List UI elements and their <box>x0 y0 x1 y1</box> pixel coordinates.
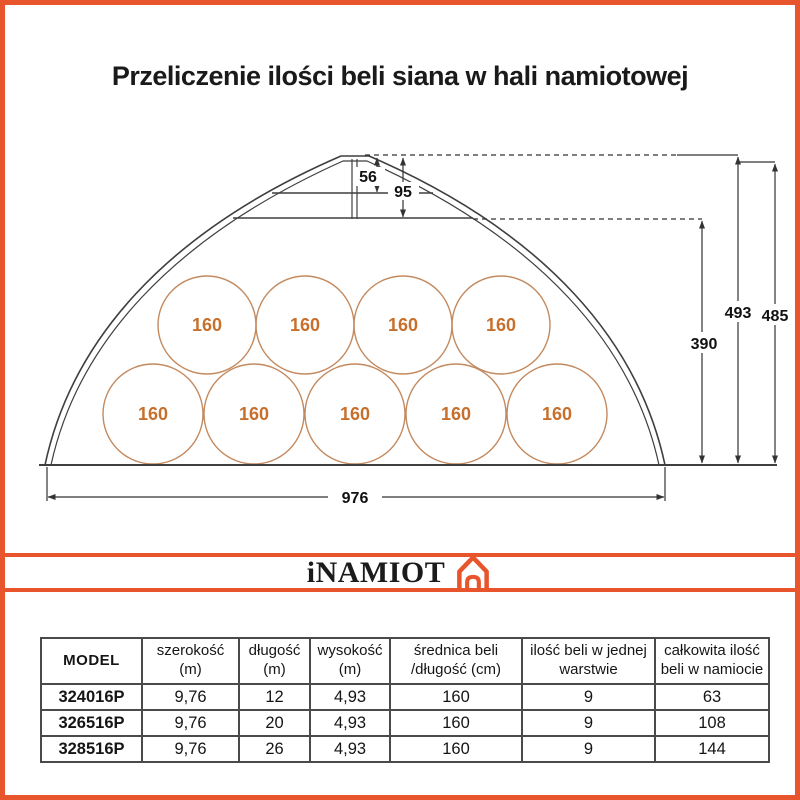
logo-band <box>0 553 800 592</box>
bale-diameter-label: 160 <box>541 404 573 424</box>
cell-bale-diameter: 160 <box>390 684 522 710</box>
bale-diameter-label: 160 <box>191 315 223 335</box>
cell-height: 4,93 <box>310 736 390 762</box>
cell-model: 324016P <box>41 684 142 710</box>
bale-diameter-label: 160 <box>440 404 472 424</box>
cell-bales-per-layer: 9 <box>522 736 655 762</box>
col-header-bales-per-layer <box>522 638 655 684</box>
cell-bale-diameter: 160 <box>390 710 522 736</box>
cell-total-bales: 108 <box>655 710 769 736</box>
tent-diagram <box>5 135 800 530</box>
table-row <box>41 710 769 736</box>
cell-model: 328516P <box>41 736 142 762</box>
dim-label-493: 493 <box>724 305 752 322</box>
cell-total-bales: 63 <box>655 684 769 710</box>
bale-diameter-label: 160 <box>238 404 270 424</box>
header-line2: (m) <box>263 661 286 678</box>
header-line1: szerokość <box>156 642 225 660</box>
table-header-row <box>41 638 769 684</box>
col-header-model <box>41 638 142 684</box>
header-line1: wysokość <box>317 642 383 660</box>
cell-width: 9,76 <box>142 710 239 736</box>
header-line2: warstwie <box>559 661 618 678</box>
cell-width: 9,76 <box>142 736 239 762</box>
header-line2: (m) <box>179 661 202 678</box>
logo-text: iNAMIOT <box>306 555 446 589</box>
dim-label-390: 390 <box>690 336 718 353</box>
dim-label-56: 56 <box>359 169 377 186</box>
cell-height: 4,93 <box>310 684 390 710</box>
table-row <box>41 684 769 710</box>
cell-length: 12 <box>239 684 310 710</box>
bale-diameter-label: 160 <box>485 315 517 335</box>
header-line1: całkowita ilość <box>664 642 760 660</box>
header-line2: beli w namiocie <box>660 661 764 678</box>
col-header-height <box>310 638 390 684</box>
header-line2: /długość (cm) <box>410 661 502 678</box>
dim-label-485: 485 <box>761 308 789 325</box>
header-line1: MODEL <box>63 651 120 669</box>
spec-table <box>40 637 770 763</box>
col-header-bale-diameter <box>390 638 522 684</box>
cell-model: 326516P <box>41 710 142 736</box>
cell-length: 20 <box>239 710 310 736</box>
cell-total-bales: 144 <box>655 736 769 762</box>
header-line1: ilość beli w jednej <box>530 642 647 660</box>
bale-diameter-label: 160 <box>387 315 419 335</box>
header-line1: długość <box>248 642 301 660</box>
header-line1: średnica beli <box>413 642 499 660</box>
bale-diameter-label: 160 <box>289 315 321 335</box>
bale-diameter-label: 160 <box>137 404 169 424</box>
col-header-width <box>142 638 239 684</box>
cell-bales-per-layer: 9 <box>522 684 655 710</box>
header-line2: (m) <box>338 661 362 678</box>
col-header-total-bales <box>655 638 769 684</box>
cell-bales-per-layer: 9 <box>522 710 655 736</box>
cell-width: 9,76 <box>142 684 239 710</box>
dim-label-976: 976 <box>341 490 369 507</box>
dim-label-95: 95 <box>394 184 412 201</box>
table-row <box>41 736 769 762</box>
cell-bale-diameter: 160 <box>390 736 522 762</box>
bale-diameter-label: 160 <box>339 404 371 424</box>
cell-length: 26 <box>239 736 310 762</box>
cell-height: 4,93 <box>310 710 390 736</box>
hay-bales <box>103 276 607 464</box>
col-header-length <box>239 638 310 684</box>
tent-house-icon <box>453 554 493 591</box>
page-title: Przeliczenie ilości beli siana w hali namiotowej <box>111 61 689 91</box>
